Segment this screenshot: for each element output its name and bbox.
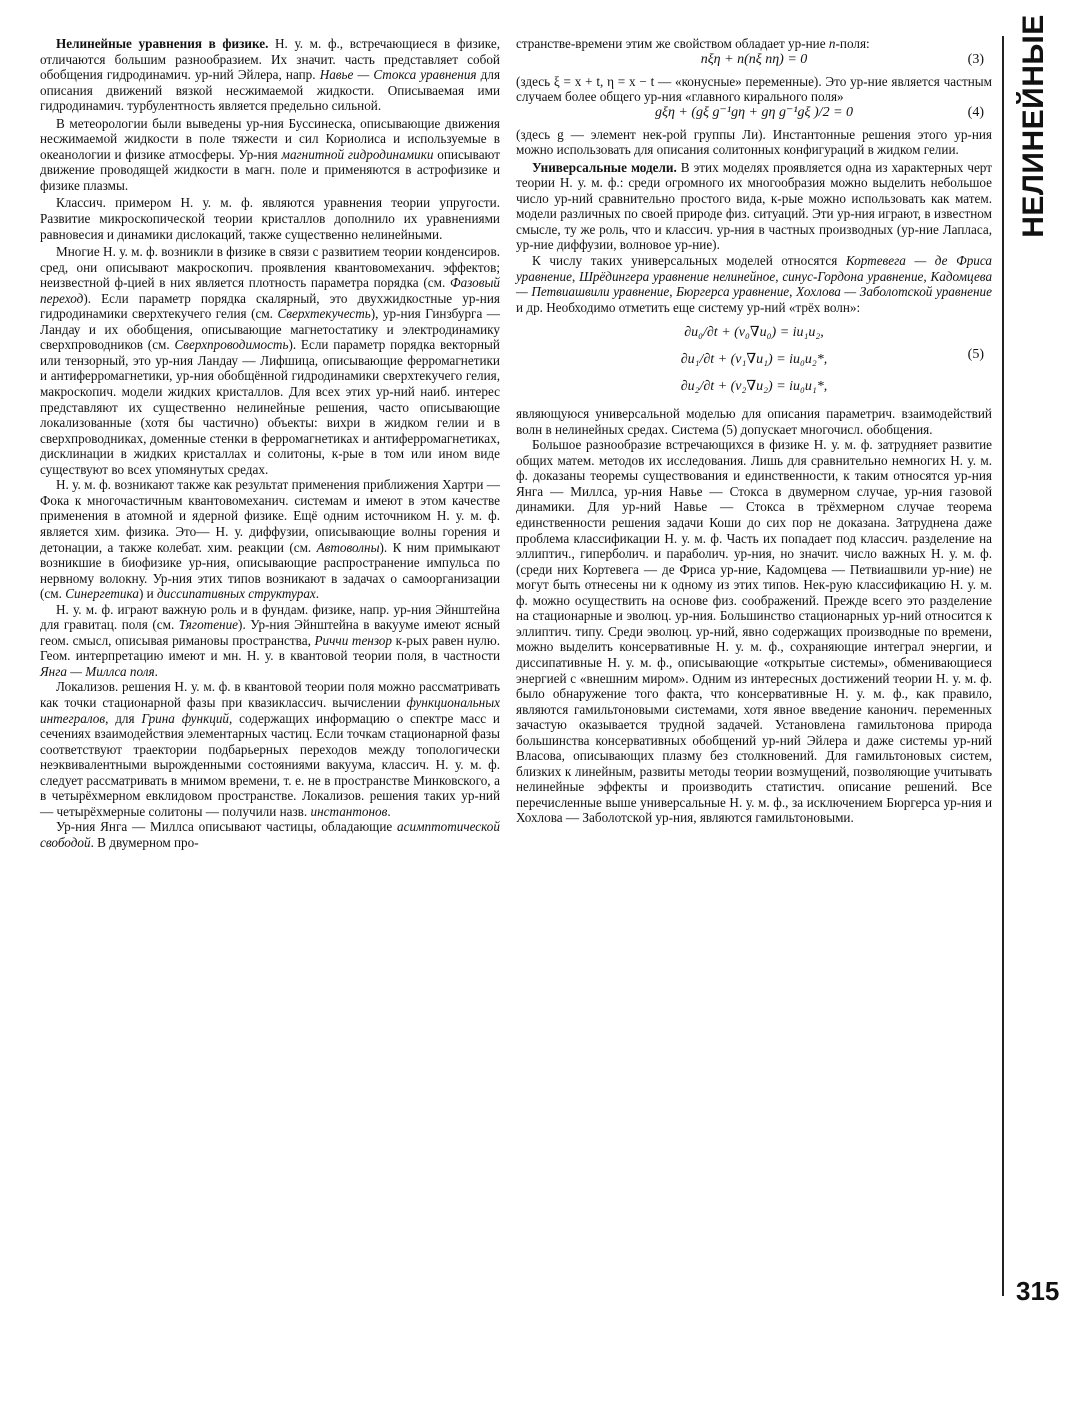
equation-number: (3) bbox=[967, 51, 984, 67]
term-link: Тяготение bbox=[178, 617, 239, 633]
equation-4: gξη + (gξ g⁻¹gη + gη g⁻¹gξ )/2 = 0 (4) bbox=[654, 104, 984, 120]
term-link: Хохлова — Заболотской уравнение bbox=[796, 284, 992, 300]
equation-5c: ∂u₂/∂t + (v₂∇u₂) = iu₀u₁*, bbox=[680, 379, 828, 395]
right-column bbox=[516, 36, 992, 826]
term-link: асимптотической свободой bbox=[40, 819, 500, 850]
section-heading-nonlinear-equations: Нелинейные уравнения в физике. bbox=[56, 36, 269, 51]
side-rule bbox=[1002, 36, 1004, 1296]
paragraph-localized-solutions: Локализов. решения Н. у. м. ф. в квантовой теории поля можно рассматривать как точки стационарной фазы при квазиклассич. вычислении функциональных интегралов, для Грина функций, содержащих информацию о спектре масс и сечениях взаимодействия элементарных частиц. Если точкам стационарной фазы соответствуют траектории подбарьерных переходов между топологически неэквивалентными вырожденными состояниями вакуума, классич. Н. у. м. ф. следует рассматривать в мнимом времени, т. е. не в пространстве Минковского, а в четырёхмерном евклидовом пространстве. Локализов. решения таких ур-ний — четырёхмерные солитоны — получили назв. инстантонов. bbox=[40, 679, 500, 819]
equation-5b: ∂u₁/∂t + (v₁∇u₁) = iu₀u₂*, bbox=[680, 352, 828, 368]
paragraph-n-field: странстве-времени этим же свойством обладает ур-ние n-поля: bbox=[516, 36, 870, 51]
term-link: Навье — Стокса уравнения bbox=[319, 67, 477, 83]
paragraph-model-list: К числу таких универсальных моделей относятся Кортевега — де Фриса уравнение, Шрёдингера уравнение нелинейное, синус-Гордона уравнение, Кадомцева — Петвиашвили уравнение, Бюргерса уравнение, Хохлова — Заболотской уравнение и др. Необходимо отметить еще систему ур-ний «трёх волн»: bbox=[516, 253, 993, 315]
term-link: Кортевега — де Фриса уравнение bbox=[516, 253, 992, 284]
section-heading-universal-models: Универсальные модели. bbox=[532, 159, 677, 175]
paragraph-fundamental-physics: Н. у. м. ф. играют важную роль и в фундам. физике, напр. ур-ния Эйнштейна для гравитац. поля (см. Тяготение). Ур-ния Эйнштейна в вакууме имеют ясный геом. смысл, описывая римановы пространства, Риччи тензор к-рых равен нулю. Геом. интерпретацию имеют и мн. Н. у. в квантовой теории поля, в частности Янга — Миллса поля. bbox=[40, 601, 500, 679]
paragraph-cone-variables: (здесь ξ = x + t, η = x − t — «конусные» переменные). Это ур-ние является частным случаем более общего ур-ния «главного кирального поля» bbox=[516, 73, 992, 105]
term-link: Сверхтекучесть bbox=[277, 306, 371, 322]
paragraph-yang-mills: Ур-ния Янга — Миллса описывают частицы, обладающие асимптотической свободой. В двумерном про- bbox=[40, 819, 500, 850]
term-link: функциональных интегралов bbox=[40, 694, 500, 726]
term-link: Кадомцева — Петвиашвили уравнение bbox=[516, 268, 993, 300]
paragraph-hartree-fock: Н. у. м. ф. возникают также как результат применения приближения Хартри — Фока к многочастичным квантовомеханич. системам и имеют в этом качестве применения в атомной и ядерной физике. Ещё одним источником Н. у. м. ф. является хим. физика. Это— Н. у. диффузии, описывающие волны горения и детонации, а также колебат. хим. реакции (см. Автоволны). К ним примыкают возникшие в биофизике ур-ния, описывающие распространение импульса по нервному волокну. Ур-ния этих типов возникают в задачах о самоорганизации (см. Синергетика) и диссипативных структурах. bbox=[40, 477, 500, 602]
term-link: Бюргерса уравнение bbox=[676, 284, 790, 300]
term-link: магнитной гидродинамики bbox=[281, 146, 434, 162]
term-link: диссипативных структурах bbox=[157, 586, 316, 602]
term-link: Фазовый переход bbox=[40, 275, 500, 306]
paragraph-intro: Нелинейные уравнения в физике. Н. у. м. ф., встречающиеся в физике, отличаются большим разнообразием. Их значит. часть представляет собой обобщения гидродинамич. ур-ний Эйлера, напр. Навье — Стокса уравнения для описания движений вязкой несжимаемой жидкости. Описываемая ими гидродинамич. турбулентность является предельно сильной. bbox=[40, 36, 501, 114]
term-link: Сверхпроводимость bbox=[174, 337, 289, 353]
equation-5-system bbox=[516, 319, 992, 400]
paragraph-meteorology: В метеорологии были выведены ур-ния Буссинеска, описывающие движения несжимаемой жидкости в поле тяжести и сил Кориолиса и используемые в океанологии и физике атмосферы. Ур-ния магнитной гидродинамики описывают движение проводящей жидкости в магн. поле и применяются в астрофизике и физике плазмы. bbox=[40, 115, 501, 193]
paragraph-classification: Большое разнообразие встречающихся в физике Н. у. м. ф. затрудняет развитие общих матем. методов их исследования. Лишь для сравнительно немногих Н. у. м. ф. доказаны теоремы существования и единственности, к таким относятся ур-ния Янга — Миллса, ур-ния Навье — Стокса в двумерном случае, ур-ния газовой динамики. Для ур-ний Навье — Стокса в трёхмерном случае теорема единственности решения задачи Коши до сих пор не доказана. Затруднена даже проблема классификации Н. у. м. ф. Часть их попадает под классич. разделение на эллиптич., гиперболич. и параболич. ур-ния, но значит. число важных Н. у. м. ф. (среди них Кортевега — де Фриса ур-ние, Кадомцева — Петвиашвили ур-ние) не могут быть отнесены ни к одному из этих типов. Нек-рую классификацию Н. у. м. ф. можно осуществить на основе физ. соображений. Прежде всего это разделение на стационарные и эволюц. ур-ния. Большинство стационарных ур-ний относится к эллиптич. типу. Среди эволюц. ур-ний, явно содержащих производные по времени, можно выделить консервативные Н. у. м. ф., сохраняющие интеграл энергии, и диссипативные Н. у. м. ф., описывающие «открытые системы», обменивающиеся энергией с «внешним миром». Одним из интересных достижений теории Н. у. м. ф. было обнаружение того факта, что консервативные Н. у. м. ф., как правило, являются гамильтоновыми системами, хотя явное введение канонич. переменных зачастую оказывается трудной задачей. Установлена гамильтонова природа большинства консервативных обобщений ур-ний Эйлера и даже системы ур-ний Власова, описывающих плазму без столкновений. Для гамильтоновых систем, близких к линейным, развиты методы теории возмущений, позволяющие учитывать нелинейные эффекты и производить статистич. описание решений. Все перечисленные выше универсальные Н. у. м. ф., за исключением Бюргерса ур-ния и Хохлова — Заболотской ур-ния, являются гамильтоновыми. bbox=[516, 437, 992, 826]
paragraph-lie-group: (здесь g — элемент нек-рой группы Ли). Инстантонные решения этого ур-ния можно использовать для описания солитонных конфигураций в жидком гелии. bbox=[516, 126, 992, 158]
paragraph-three-waves: являющуюся универсальной моделью для описания параметрич. взаимодействий волн в нелинейных средах. Система (5) допускает многочисл. обобщения. bbox=[516, 406, 992, 437]
term-link: Риччи тензор bbox=[314, 632, 392, 648]
equation-3: nξη + n(nξ nη) = 0 (3) bbox=[700, 51, 984, 67]
equation-5a: ∂u₀/∂t + (v₀∇u₀) = iu₁u₂, bbox=[684, 325, 824, 341]
term-link: Шрёдингера уравнение нелинейное bbox=[579, 268, 776, 284]
term-link: синус-Гордона уравнение bbox=[782, 268, 924, 284]
term-link: Янга — Миллса поля bbox=[40, 663, 155, 679]
term-link: Автоволны bbox=[316, 539, 380, 555]
page-number: 315 bbox=[1016, 1276, 1060, 1306]
equation-number: (5) bbox=[967, 347, 984, 363]
term-link: Синергетика bbox=[65, 586, 139, 602]
equation-number: (4) bbox=[967, 104, 984, 120]
term-link: инстантонов bbox=[310, 803, 388, 819]
running-header: НЕЛИНЕЙНЫЕ bbox=[1017, 14, 1050, 238]
term-link: Грина функций bbox=[141, 710, 230, 726]
paragraph-universal-models: Универсальные модели. В этих моделях проявляется одна из характерных черт теории Н. у. м. ф.: среди огромного их многообразия можно выделить небольшое число ур-ний сравнительно простого вида, к-рые можно использовать как матем. модели различных по своей природе физ. ситуаций. Эти ур-ния играют, в известном смысле, ту же роль, что и классич. ур-ния в частных производных (ур-ние Лапласа, ур-ние диффузии, волновое ур-ние). bbox=[516, 159, 992, 253]
paragraph-elasticity: Классич. примером Н. у. м. ф. являются уравнения теории упругости. Развитие микроскопической теории кристаллов дополнило их уравнениями равновесия и динамики дислокаций, также существенно нелинейными. bbox=[40, 195, 500, 242]
left-column bbox=[40, 36, 500, 850]
paragraph-condensed-matter: Многие Н. у. м. ф. возникли в физике в связи с развитием теории конденсиров. сред, они описывают макроскопич. проявления квантовомеханич. эффектов; неизвестной ф-цией в них является плотность параметра порядка (см. Фазовый переход). Если параметр порядка скалярный, это двухжидкостные ур-ния гидродинамики сверхтекучего гелия (см. Сверхтекучесть), ур-ния Гинзбурга — Ландау и их обобщения, описывающие магнетостатику и электродинамику сверхпроводников (см. Сверхпроводимость). Если параметр порядка векторный или тензорный, это ур-ния Ландау — Лифшица, описывающие ферромагнетики и антиферромагнетики, ур-ния обобщённой гидродинамики сверхтекучего гелия, макроскопич. модели жидких кристаллов. Для всех этих ур-ний наиб. интерес представляют их существенно нелинейные решения, часто описывающие локализованные (хотя бы частично) объекты: вихри в жидком гелии и в сверхпроводниках, доменные стенки в ферромагнетиках и антиферромагнетиках, дисклинации в жидких кристаллах и солитоны, к-рые в том или ином виде существуют во всех упомянутых средах. bbox=[40, 244, 500, 477]
